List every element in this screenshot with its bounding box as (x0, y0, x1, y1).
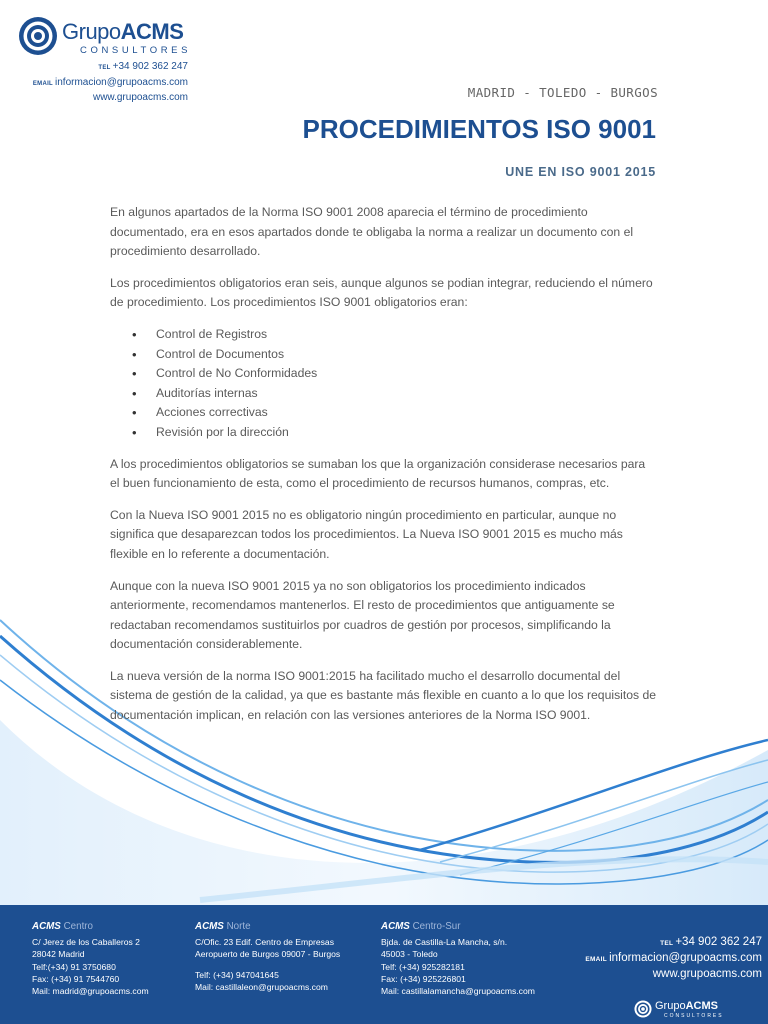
email-label: EMAIL (32, 80, 54, 87)
header-email[interactable]: informacion@grupoacms.com (55, 76, 188, 88)
target-logo-icon (18, 16, 58, 56)
list-item: • Control de Registros (156, 325, 658, 345)
office-mail[interactable]: Mail: madrid@grupoacms.com (32, 986, 149, 997)
office-norte (195, 921, 340, 993)
office-centro-sur (381, 921, 535, 997)
mandatory-procedures-list (110, 325, 658, 443)
office-heading: ACMS Norte (195, 921, 251, 932)
list-item: • Auditorías internas (156, 384, 658, 404)
list-item: • Control de No Conformidades (156, 364, 658, 384)
list-item: • Revisión por la dirección (156, 423, 658, 443)
tel-label: TEL (660, 940, 674, 947)
tel-label: TEL (98, 65, 111, 71)
list-item: • Acciones correctivas (156, 403, 658, 423)
office-heading: ACMS Centro-Sur (381, 921, 461, 932)
target-logo-icon (634, 1000, 652, 1018)
footer-logo-subtitle: CONSULTORES (664, 1013, 724, 1019)
office-mail[interactable]: Mail: castillaleon@grupoacms.com (195, 981, 328, 992)
office-heading: ACMS Centro (32, 921, 93, 932)
office-fax: Fax: (+34) 91 7544760 (32, 973, 120, 984)
footer-website[interactable]: www.grupoacms.com (652, 968, 762, 980)
office-phone: Telf: (+34) 947041645 (195, 969, 279, 980)
footer-phone: +34 902 362 247 (675, 936, 762, 948)
office-address-2: 28042 Madrid (32, 949, 85, 960)
page-title: PROCEDIMIENTOS ISO 9001 (302, 114, 656, 144)
office-address-2: 45003 - Toledo (381, 949, 438, 960)
logo-wordmark: GrupoACMS (62, 19, 184, 44)
paragraph-4: Con la Nueva ISO 9001 2015 no es obligatorio ningún procedimiento en particular, aunque no significa que desaparezcan todos los procedimientos. La Nueva ISO 9001 2015 es mucho más flexible en lo referente a documentación. (110, 507, 623, 561)
footer-logo-wordmark: GrupoACMS (655, 1000, 718, 1012)
logo-subtitle: CONSULTORES (80, 45, 192, 56)
office-phone: Telf: (+34) 925282181 (381, 961, 465, 972)
document-body (110, 203, 658, 738)
office-mail[interactable]: Mail: castillalamancha@grupoacms.com (381, 986, 535, 997)
paragraph-1: En algunos apartados de la Norma ISO 9001 2008 aparecia el término de procedimiento documentado, era en esos apartados donde te obligaba la norma a realizar un documento con el procedimiento desarrollado. (110, 205, 634, 259)
office-phone: Telf:(+34) 91 3750680 (32, 961, 116, 972)
office-address-1: Bjda. de Castilla-La Mancha, s/n. (381, 937, 508, 948)
footer-logo (634, 998, 754, 1020)
office-fax: Fax: (+34) 925226801 (381, 973, 466, 984)
office-address-2: Aeropuerto de Burgos 09007 - Burgos (195, 949, 341, 960)
cities-line: MADRID - TOLEDO - BURGOS (467, 85, 658, 100)
footer-email[interactable]: informacion@grupoacms.com (609, 952, 762, 964)
footer-contact (585, 935, 762, 982)
header-phone: +34 902 362 247 (112, 61, 188, 72)
paragraph-2: Los procedimientos obligatorios eran seis, aunque algunos se podian integrar, reduciendo el número de procedimiento. Los procedimientos ISO 9001 obligatorios eran: (110, 275, 653, 310)
header-contact (33, 60, 188, 105)
footer-bar (0, 905, 768, 1024)
office-address-1: C/ Jerez de los Caballeros 2 (32, 937, 140, 948)
paragraph-5: Aunque con la nueva ISO 9001 2015 ya no son obligatorios los procedimiento indicados anteriormente, recomendamos mantenerlos. El resto de procedimientos que antiguamente se redactaban recomendamos sustituirlos por cuadros de gestión por procesos, simplificando la documentación considerablemente. (110, 578, 615, 652)
paragraph-6: La nueva versión de la norma ISO 9001:2015 ha facilitado mucho el desarrollo documental del sistema de gestión de la calidad, ya que es bastante más flexible en cuanto a lo que los requisitos de documentación implican, en relación con las versiones anteriores de la Norma ISO 9001. (110, 668, 657, 723)
email-label: EMAIL (585, 956, 608, 963)
page-subtitle: UNE EN ISO 9001 2015 (505, 165, 656, 179)
company-logo (18, 16, 198, 60)
paragraph-3: A los procedimientos obligatorios se sumaban los que la organización considerase necesarios para el buen funcionamiento de esta, como el procedimiento de recursos humanos, compras, etc. (110, 456, 646, 491)
list-item: • Control de Documentos (156, 345, 658, 365)
header-website[interactable]: www.grupoacms.com (92, 92, 188, 103)
office-address-1: C/Ofic. 23 Edif. Centro de Empresas (195, 937, 334, 948)
office-centro (32, 921, 149, 997)
